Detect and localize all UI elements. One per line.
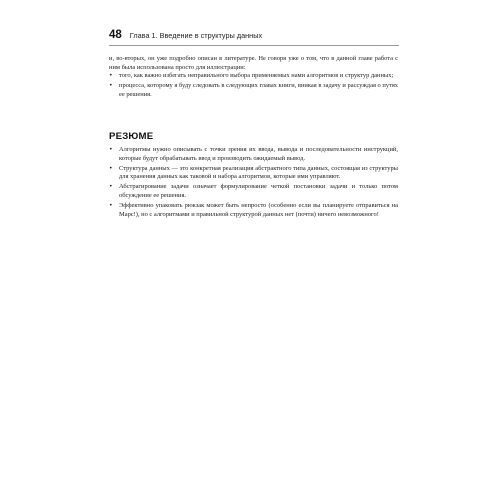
- bullet-icon: •: [109, 164, 113, 172]
- section-heading: РЕЗЮМЕ: [109, 131, 154, 142]
- intro-block: [109, 55, 398, 101]
- bullet-icon: •: [109, 146, 113, 153]
- running-header: [109, 29, 399, 46]
- bullet-icon: •: [109, 82, 113, 90]
- list-item: [109, 165, 398, 182]
- list-item-text: процесса, которому я буду следовать в следующих главах книги, вникая в задачу и рассуждая о путях ее решения.: [119, 82, 398, 98]
- list-item-text: Алгоритмы нужно описывать с точки зрения их ввода, вывода и последовательности инструкций, которые будут обрабатывать ввод и производить ожидаемый вывод.: [119, 146, 398, 162]
- summary-bullet-list: [109, 146, 398, 219]
- bullet-icon: •: [109, 183, 113, 191]
- list-item: [109, 72, 398, 81]
- list-item: [109, 82, 398, 99]
- list-item: [109, 146, 398, 163]
- list-item-text: того, как важно избегать неправильного выбора применяемых нами алгоритмов и структур данных;: [119, 72, 394, 80]
- intro-bullet-list: [109, 72, 398, 99]
- bullet-icon: •: [109, 72, 113, 80]
- summary-block: [109, 146, 398, 221]
- list-item: [109, 202, 398, 219]
- list-item: [109, 183, 398, 200]
- intro-paragraph: и, во-вторых, он уже подробно описан в литературе. Не говоря уже о том, что в данной главе работа с ним была использована просто для иллюстрации:: [109, 55, 398, 71]
- list-item-text: Структура данных — это конкретная реализация абстрактного типа данных, состоящая из структуры для хранения данных как таковой и набора алгоритмов, которые ими управляют.: [119, 164, 398, 181]
- list-item-text: Эффективно упаковать рюкзак может быть непросто (особенно если вы планируете отправиться на Марс!), но с алгоритмами и правильной структурой данных нет (почти) ничего невозможного!: [119, 202, 398, 218]
- list-item-text: Абстрагирование задачи означает формулирование четкой постановки задачи и только потом обсуждение ее решения.: [119, 183, 398, 199]
- page-number: 48: [109, 29, 122, 41]
- bullet-icon: •: [109, 202, 113, 210]
- chapter-title: Глава 1. Введение в структуры данных: [129, 31, 263, 40]
